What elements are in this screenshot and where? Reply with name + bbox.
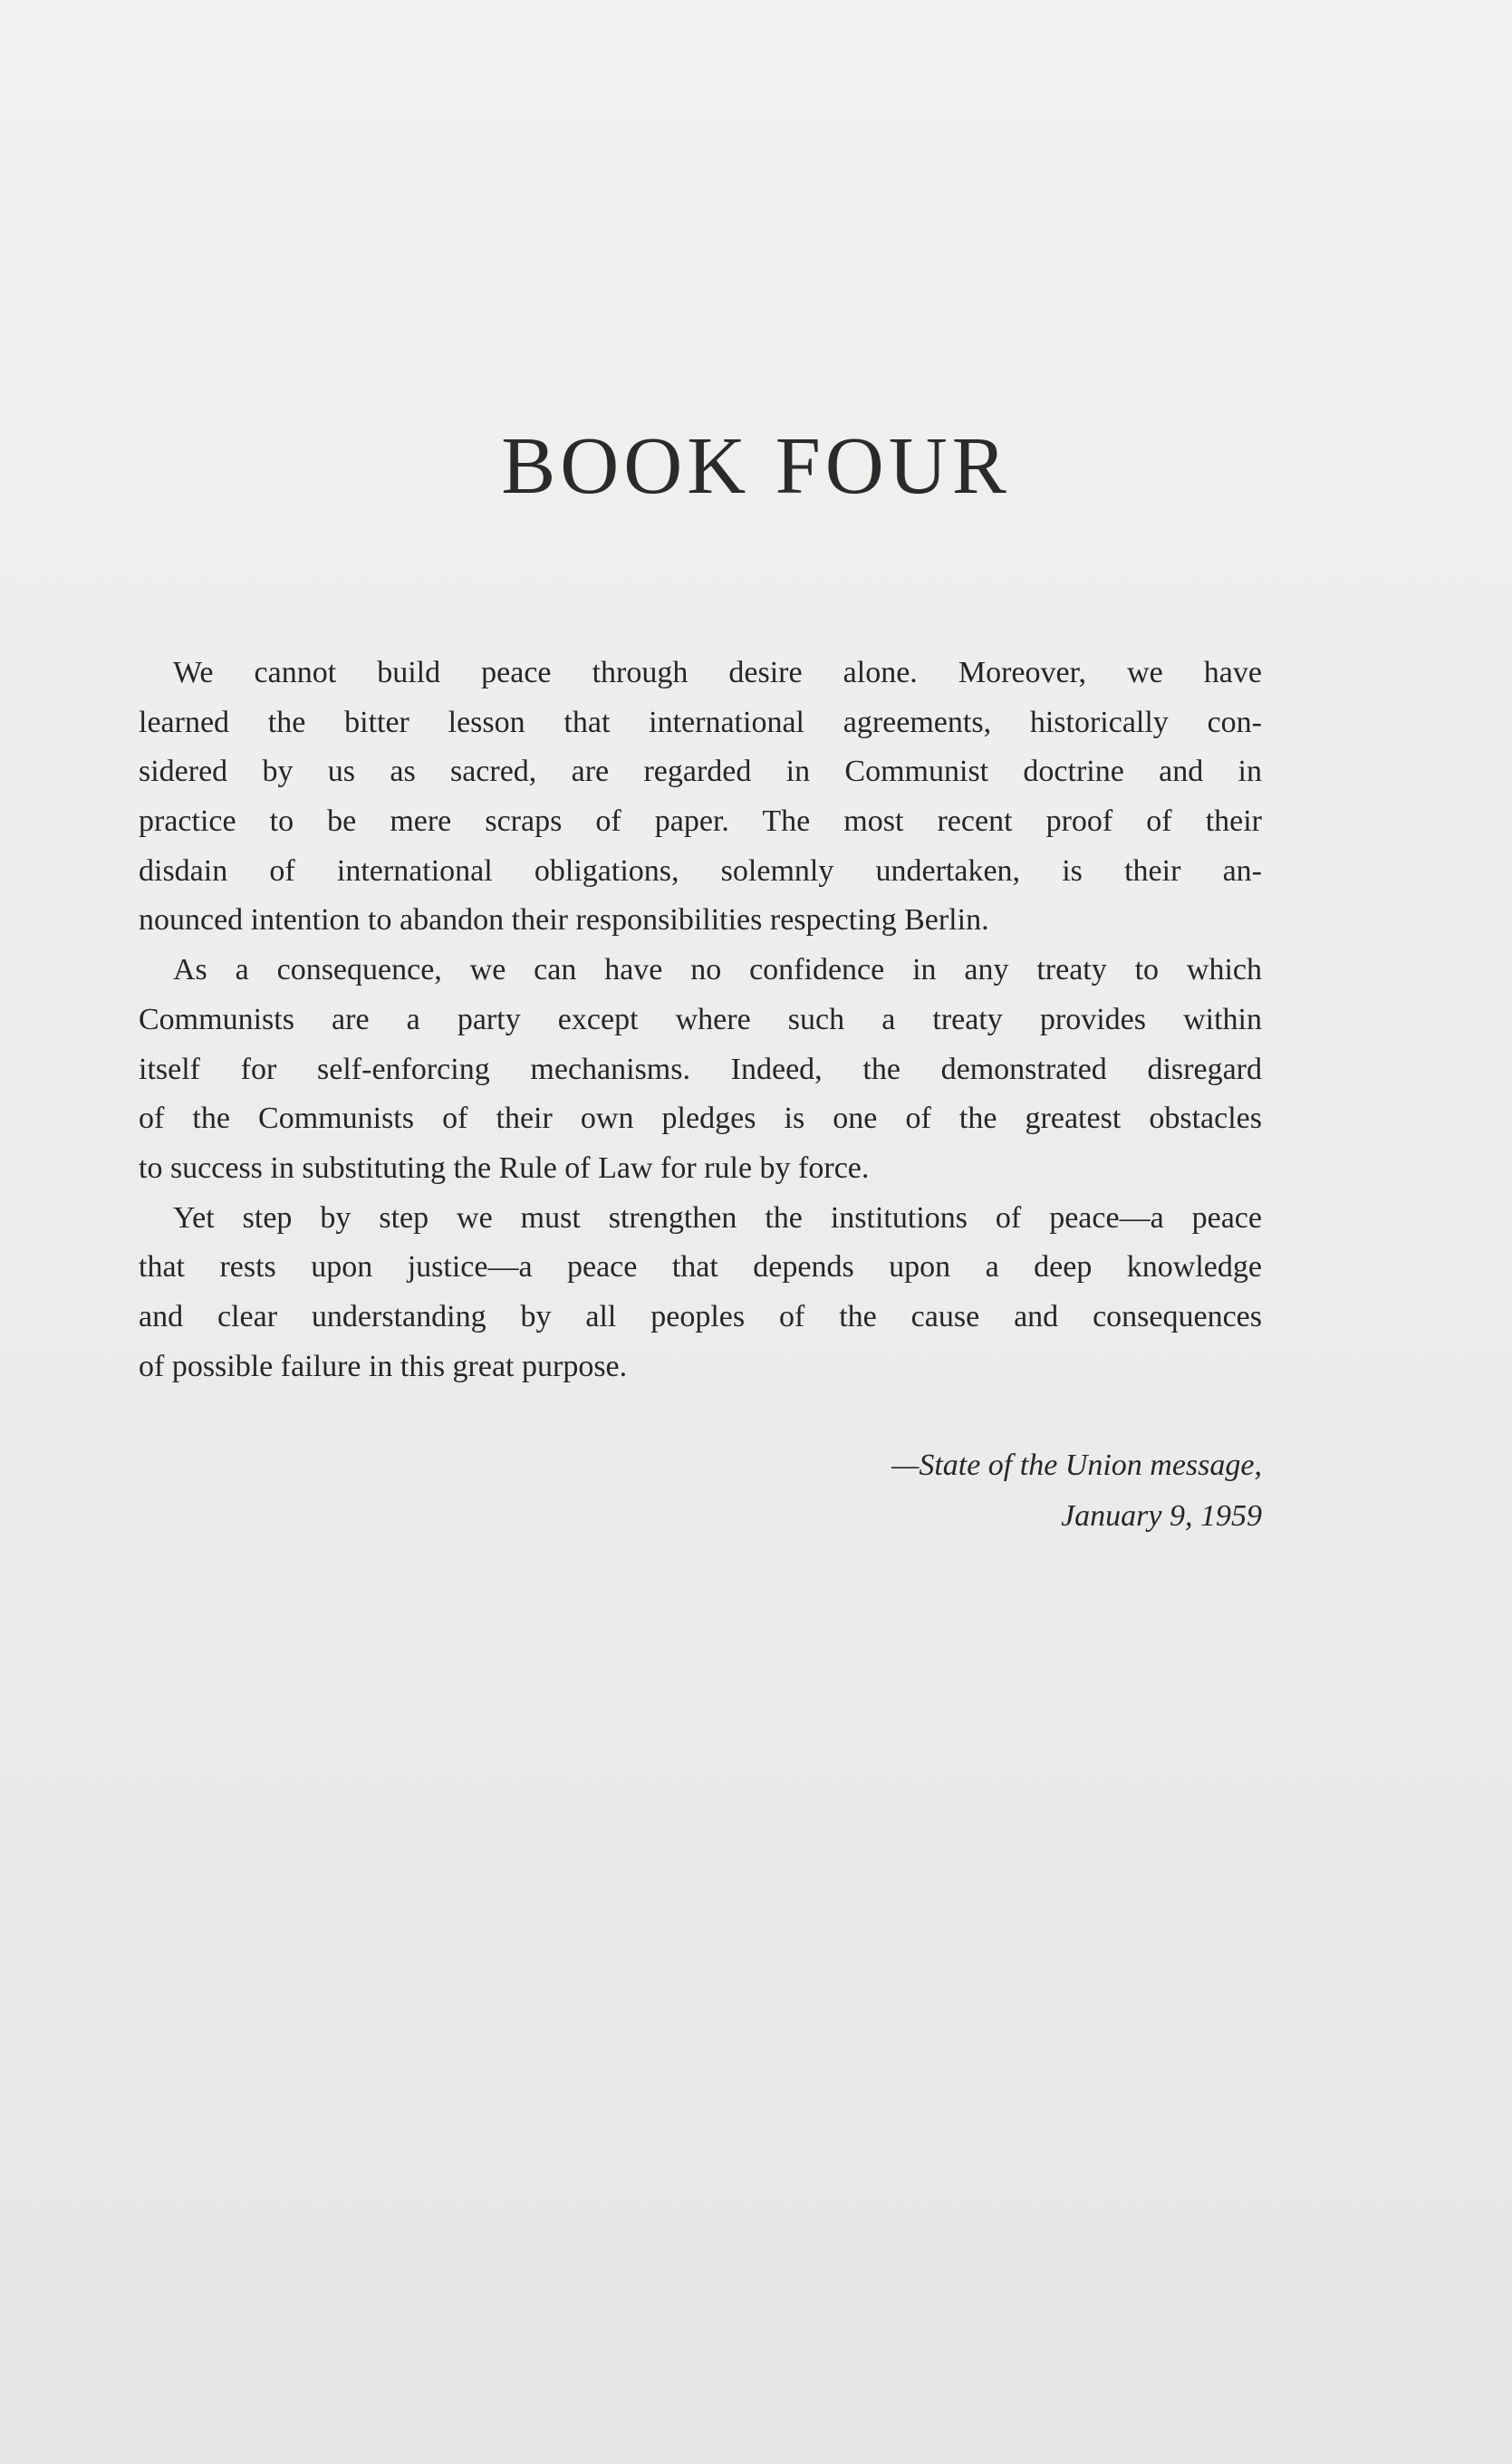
text-line: sidered by us as sacred, are regarded in Communist doctrine and in: [139, 755, 1262, 789]
book-title: BOOK FOUR: [501, 421, 1011, 511]
text-line: disdain of international obligations, solemnly undertaken, is their an-: [139, 853, 1262, 888]
text-line: practice to be mere scraps of paper. The most recent proof of their: [139, 804, 1262, 839]
text-line: of the Communists of their own pledges is one of the greatest obstacles: [139, 1102, 1262, 1136]
paragraph: [139, 1194, 1262, 1392]
paragraph: [139, 946, 1262, 1193]
text-line: and clear understanding by all peoples of the cause and consequences: [139, 1299, 1262, 1333]
text-line: learned the bitter lesson that international agreements, historically con-: [139, 705, 1262, 739]
text-line: Yet step by step we must strengthen the institutions of peace—a peace: [173, 1200, 1262, 1235]
text-line: As a consequence, we can have no confidence in any treaty to which: [173, 953, 1262, 987]
text-line: itself for self-enforcing mechanisms. Indeed, the demonstrated disregard: [139, 1052, 1262, 1086]
paragraph: [139, 649, 1262, 946]
epigraph-body: [139, 649, 1262, 1391]
text-line: nounced intention to abandon their responsibilities respecting Berlin.: [139, 903, 989, 938]
attribution: [891, 1440, 1262, 1542]
attribution-source: —State of the Union message,: [891, 1449, 1262, 1482]
text-line: that rests upon justice—a peace that depends upon a deep knowledge: [139, 1250, 1262, 1285]
text-line: Communists are a party except where such a treaty provides within: [139, 1002, 1262, 1036]
text-line: We cannot build peace through desire alone. Moreover, we have: [173, 656, 1262, 689]
attribution-date: January 9, 1959: [1061, 1499, 1262, 1533]
text-line: to success in substituting the Rule of Law for rule by force.: [139, 1150, 870, 1185]
text-line: of possible failure in this great purpose.: [139, 1349, 628, 1383]
